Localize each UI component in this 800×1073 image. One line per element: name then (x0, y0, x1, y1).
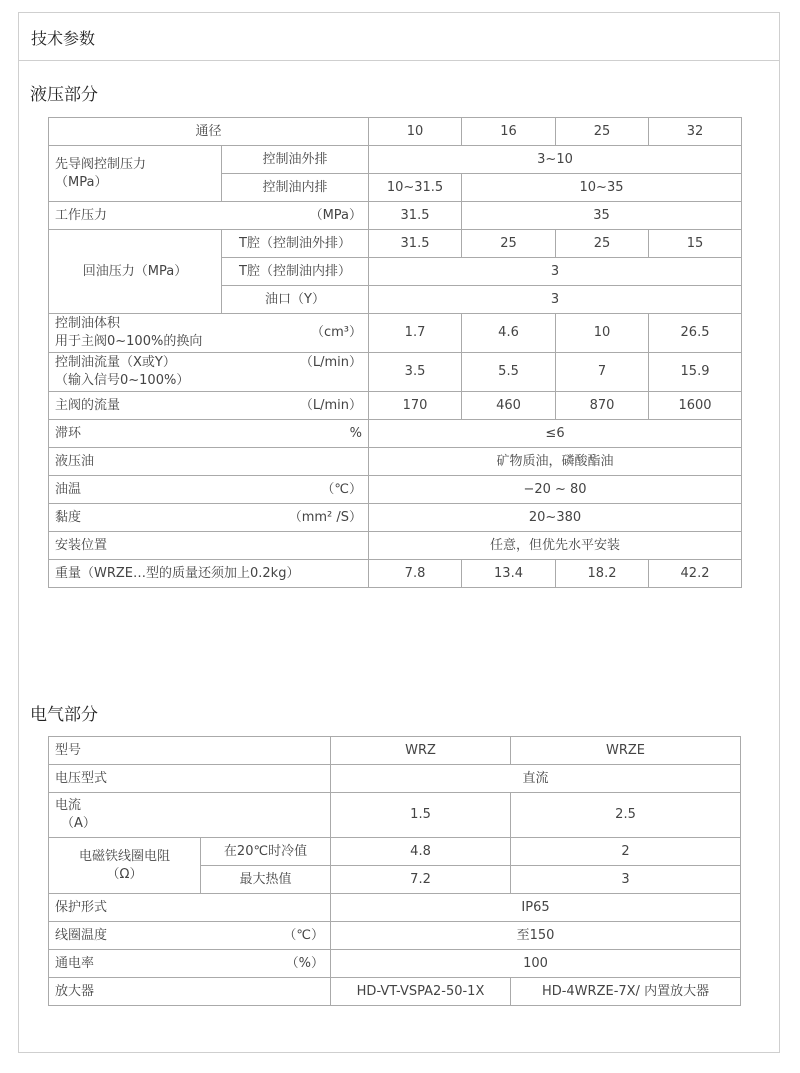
resistance-cold-wrz: 4.8 (331, 838, 511, 866)
table-row (49, 894, 741, 922)
voltage-label: 电压型式 (49, 765, 331, 793)
model-wrze: WRZE (511, 737, 741, 765)
control-volume-25: 10 (556, 314, 649, 353)
size-32: 32 (649, 118, 742, 146)
current-label: 电流 （A） (49, 793, 331, 838)
main-flow-label: 主阀的流量 （L/min） (49, 392, 369, 420)
t-external-label: T腔（控制油外排） (222, 230, 369, 258)
oil-temp-label: 油温 （℃） (49, 476, 369, 504)
panel-title: 技术参数 (31, 29, 96, 48)
size-header: 通径 (49, 118, 369, 146)
t-external-16: 25 (462, 230, 556, 258)
y-port-value: 3 (369, 286, 742, 314)
resistance-hot-label: 最大热值 (201, 866, 331, 894)
pilot-pressure-label: 先导阀控制压力 （MPa） (49, 146, 222, 202)
table-row (49, 146, 742, 174)
main-flow-16: 460 (462, 392, 556, 420)
coil-temp-value: 至150 (331, 922, 741, 950)
table-row (49, 353, 742, 392)
size-25: 25 (556, 118, 649, 146)
main-flow-25: 870 (556, 392, 649, 420)
pilot-internal-value-10: 10~31.5 (369, 174, 462, 202)
table-row (49, 420, 742, 448)
table-row (49, 448, 742, 476)
weight-25: 18.2 (556, 560, 649, 588)
table-row (49, 793, 741, 838)
t-internal-value: 3 (369, 258, 742, 286)
hysteresis-value: ≤6 (369, 420, 742, 448)
panel-header (19, 13, 779, 61)
mounting-value: 任意，但优先水平安装 (369, 532, 742, 560)
resistance-label: 电磁铁线圈电阻 （Ω） (49, 838, 201, 894)
working-pressure-label: 工作压力 （MPa） (49, 202, 369, 230)
table-row (49, 737, 741, 765)
amplifier-wrze: HD-4WRZE-7X/ 内置放大器 (511, 978, 741, 1006)
weight-16: 13.4 (462, 560, 556, 588)
table-row (49, 922, 741, 950)
table-row (49, 765, 741, 793)
table-row (49, 230, 742, 258)
t-external-25: 25 (556, 230, 649, 258)
hydraulic-spec-table (48, 117, 742, 588)
return-pressure-label: 回油压力（MPa） (49, 230, 222, 314)
t-external-32: 15 (649, 230, 742, 258)
electrical-spec-table (48, 736, 741, 1006)
protection-value: IP65 (331, 894, 741, 922)
resistance-hot-wrze: 3 (511, 866, 741, 894)
table-row (49, 504, 742, 532)
weight-label: 重量（WRZE…型的质量还须加上0.2kg） (49, 560, 369, 588)
table-row (49, 978, 741, 1006)
table-row (49, 392, 742, 420)
resistance-hot-wrz: 7.2 (331, 866, 511, 894)
pilot-internal-value-rest: 10~35 (462, 174, 742, 202)
viscosity-value: 20~380 (369, 504, 742, 532)
amplifier-wrz: HD-VT-VSPA2-50-1X (331, 978, 511, 1006)
table-row (49, 314, 742, 353)
table-row (49, 560, 742, 588)
model-label: 型号 (49, 737, 331, 765)
working-pressure-10: 31.5 (369, 202, 462, 230)
size-10: 10 (369, 118, 462, 146)
control-flow-25: 7 (556, 353, 649, 392)
electrical-section-title: 电气部分 (30, 705, 98, 725)
duty-label: 通电率 （%） (49, 950, 331, 978)
pilot-external-label: 控制油外排 (222, 146, 369, 174)
table-row (49, 202, 742, 230)
weight-32: 42.2 (649, 560, 742, 588)
fluid-label: 液压油 (49, 448, 369, 476)
control-flow-label: （L/min） 控制油流量（X或Y） （输入信号0~100%） (49, 353, 369, 392)
table-row (49, 532, 742, 560)
control-flow-16: 5.5 (462, 353, 556, 392)
table-row (49, 838, 741, 866)
oil-temp-value: −20 ~ 80 (369, 476, 742, 504)
table-row (49, 118, 742, 146)
t-internal-label: T腔（控制油内排） (222, 258, 369, 286)
viscosity-label: 黏度 （mm² /S） (49, 504, 369, 532)
t-external-10: 31.5 (369, 230, 462, 258)
main-flow-32: 1600 (649, 392, 742, 420)
resistance-cold-label: 在20℃时冷值 (201, 838, 331, 866)
y-port-label: 油口（Y） (222, 286, 369, 314)
current-wrz: 1.5 (331, 793, 511, 838)
duty-value: 100 (331, 950, 741, 978)
voltage-value: 直流 (331, 765, 741, 793)
fluid-value: 矿物质油，磷酸酯油 (369, 448, 742, 476)
coil-temp-label: 线圈温度 （℃） (49, 922, 331, 950)
working-pressure-rest: 35 (462, 202, 742, 230)
table-row (49, 950, 741, 978)
control-volume-10: 1.7 (369, 314, 462, 353)
protection-label: 保护形式 (49, 894, 331, 922)
pilot-external-value: 3~10 (369, 146, 742, 174)
control-flow-32: 15.9 (649, 353, 742, 392)
size-16: 16 (462, 118, 556, 146)
table-row (49, 476, 742, 504)
mounting-label: 安装位置 (49, 532, 369, 560)
pilot-internal-label: 控制油内排 (222, 174, 369, 202)
control-flow-10: 3.5 (369, 353, 462, 392)
hysteresis-label: 滞环 % (49, 420, 369, 448)
main-flow-10: 170 (369, 392, 462, 420)
control-volume-16: 4.6 (462, 314, 556, 353)
resistance-cold-wrze: 2 (511, 838, 741, 866)
weight-10: 7.8 (369, 560, 462, 588)
current-wrze: 2.5 (511, 793, 741, 838)
model-wrz: WRZ (331, 737, 511, 765)
control-volume-label: （cm³） 控制油体积 用于主阀0~100%的换向 (49, 314, 369, 353)
amplifier-label: 放大器 (49, 978, 331, 1006)
hydraulic-section-title: 液压部分 (30, 85, 98, 105)
control-volume-32: 26.5 (649, 314, 742, 353)
